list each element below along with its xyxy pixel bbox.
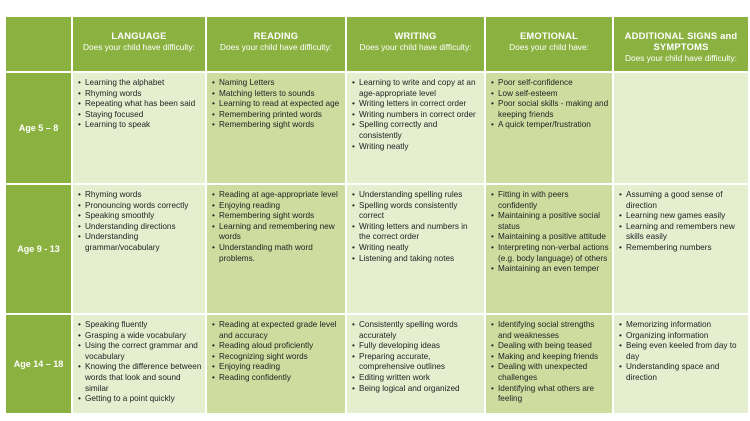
list-item: • Rhyming words (78, 190, 202, 201)
list-item: • Interpreting non-verbal actions (e.g. body language) of others (491, 243, 609, 264)
header-title: ADDITIONAL SIGNS and SYMPTOMS (624, 30, 738, 52)
list-item: • Consistently spelling words accurately (352, 320, 481, 341)
list-item: • Dealing with unexpected challenges (491, 362, 609, 383)
symptom-list (614, 315, 748, 384)
list-item: • Matching letters to sounds (212, 89, 342, 100)
list-item: • Identifying what others are feeling (491, 384, 609, 405)
list-item: • Memorizing information (619, 320, 745, 331)
list-item: • Making and keeping friends (491, 352, 609, 363)
list-item: • Poor social skills - making and keeping friends (491, 99, 609, 120)
list-item: • Remembering numbers (619, 243, 745, 254)
list-item: • Dealing with being teased (491, 341, 609, 352)
list-item: • Spelling correctly and consistently (352, 120, 481, 141)
list-item: • Fitting in with peers confidently (491, 190, 609, 211)
header-title: WRITING (394, 30, 437, 41)
list-item: • Writing neatly (352, 243, 481, 254)
symptom-list (347, 185, 484, 264)
list-item: • A quick temper/frustration (491, 120, 609, 131)
header-title: LANGUAGE (111, 30, 167, 41)
cell-additional-signs (614, 185, 748, 313)
list-item: • Learning the alphabet (78, 78, 202, 89)
cell-emotional (486, 73, 612, 183)
list-item: • Poor self-confidence (491, 78, 609, 89)
list-item: • Assuming a good sense of direction (619, 190, 745, 211)
symptom-list (207, 73, 345, 131)
list-item: • Speaking smoothly (78, 211, 202, 222)
cell-writing (347, 185, 484, 313)
age-label: Age 5 – 8 (6, 73, 71, 183)
cell-language (73, 73, 205, 183)
cell-emotional (486, 315, 612, 413)
header-title: EMOTIONAL (519, 30, 579, 41)
list-item: • Understanding space and direction (619, 362, 745, 383)
list-item: • Writing letters in correct order (352, 99, 481, 110)
list-item: • Maintaining a positive attitude (491, 232, 609, 243)
list-item: • Writing numbers in correct order (352, 110, 481, 121)
symptom-list (73, 73, 205, 131)
cell-language (73, 315, 205, 413)
list-item: • Reading at age-appropriate level (212, 190, 342, 201)
symptom-list (486, 185, 612, 275)
header-language (73, 17, 205, 71)
header-subtitle: Does your child have difficulty: (359, 42, 472, 52)
list-item: • Understanding grammar/vocabulary (78, 232, 202, 253)
list-item: • Using the correct grammar and vocabulary (78, 341, 202, 362)
cell-writing (347, 315, 484, 413)
symptom-list (347, 73, 484, 152)
list-item: • Knowing the difference between words that look and sound similar (78, 362, 202, 394)
symptom-list (73, 315, 205, 405)
symptom-list (73, 185, 205, 254)
list-item: • Low self-esteem (491, 89, 609, 100)
list-item: • Writing neatly (352, 142, 481, 153)
list-item: • Learning and remembers new skills easily (619, 222, 745, 243)
list-item: • Spelling words consistently correct (352, 201, 481, 222)
list-item: • Reading confidently (212, 373, 342, 384)
symptom-list (347, 315, 484, 394)
list-item: • Learning to speak (78, 120, 202, 131)
list-item: • Being even keeled from day to day (619, 341, 745, 362)
list-item: • Understanding directions (78, 222, 202, 233)
cell-reading (207, 73, 345, 183)
list-item: • Writing letters and numbers in the correct order (352, 222, 481, 243)
symptom-list (486, 73, 612, 131)
list-item: • Learning to write and copy at an age-appropriate level (352, 78, 481, 99)
cell-additional-signs (614, 315, 748, 413)
list-item: • Reading at expected grade level and accuracy (212, 320, 342, 341)
symptom-list (614, 73, 748, 78)
list-item: • Learning new games easily (619, 211, 745, 222)
header-subtitle: Does your child have difficulty: (625, 53, 737, 63)
list-item: • Remembering printed words (212, 110, 342, 121)
list-item: • Reading aloud proficiently (212, 341, 342, 352)
list-item: • Grasping a wide vocabulary (78, 331, 202, 342)
list-item: • Rhyming words (78, 89, 202, 100)
header-title: READING (253, 30, 299, 41)
list-item: • Pronouncing words correctly (78, 201, 202, 212)
learning-difficulty-table (6, 17, 744, 413)
list-item: • Identifying social strengths and weaknesses (491, 320, 609, 341)
list-item: • Enjoying reading (212, 201, 342, 212)
symptom-list (207, 185, 345, 264)
list-item: • Getting to a point quickly (78, 394, 202, 405)
list-item: • Learning and remembering new words (212, 222, 342, 243)
list-item: • Naming Letters (212, 78, 342, 89)
list-item: • Staying focused (78, 110, 202, 121)
list-item: • Maintaining an even temper (491, 264, 609, 275)
age-label: Age 14 – 18 (6, 315, 71, 413)
symptom-list (614, 185, 748, 254)
corner-header (6, 17, 71, 71)
list-item: • Repeating what has been said (78, 99, 202, 110)
cell-language (73, 185, 205, 313)
header-subtitle: Does your child have: (509, 42, 589, 52)
symptom-list (207, 315, 345, 384)
list-item: • Learning to read at expected age (212, 99, 342, 110)
list-item: • Enjoying reading (212, 362, 342, 373)
header-subtitle: Does your child have difficulty: (220, 42, 332, 52)
header-emotional (486, 17, 612, 71)
list-item: • Organizing information (619, 331, 745, 342)
list-item: • Recognizing sight words (212, 352, 342, 363)
cell-additional-signs (614, 73, 748, 183)
list-item: • Remembering sight words (212, 120, 342, 131)
list-item: • Speaking fluently (78, 320, 202, 331)
list-item: • Understanding spelling rules (352, 190, 481, 201)
list-item: • Fully developing ideas (352, 341, 481, 352)
list-item: • Being logical and organized (352, 384, 481, 395)
list-item: • Understanding math word problems. (212, 243, 342, 264)
symptom-list (486, 315, 612, 405)
header-reading (207, 17, 345, 71)
cell-reading (207, 185, 345, 313)
age-label: Age 9 - 13 (6, 185, 71, 313)
list-item: • Listening and taking notes (352, 254, 481, 265)
cell-reading (207, 315, 345, 413)
header-writing (347, 17, 484, 71)
cell-writing (347, 73, 484, 183)
list-item: • Preparing accurate, comprehensive outlines (352, 352, 481, 373)
header-subtitle: Does your child have difficulty: (83, 42, 195, 52)
list-item: • Maintaining a positive social status (491, 211, 609, 232)
cell-emotional (486, 185, 612, 313)
list-item: • Remembering sight words (212, 211, 342, 222)
list-item: • Editing written work (352, 373, 481, 384)
header-additional-signs (614, 17, 748, 71)
